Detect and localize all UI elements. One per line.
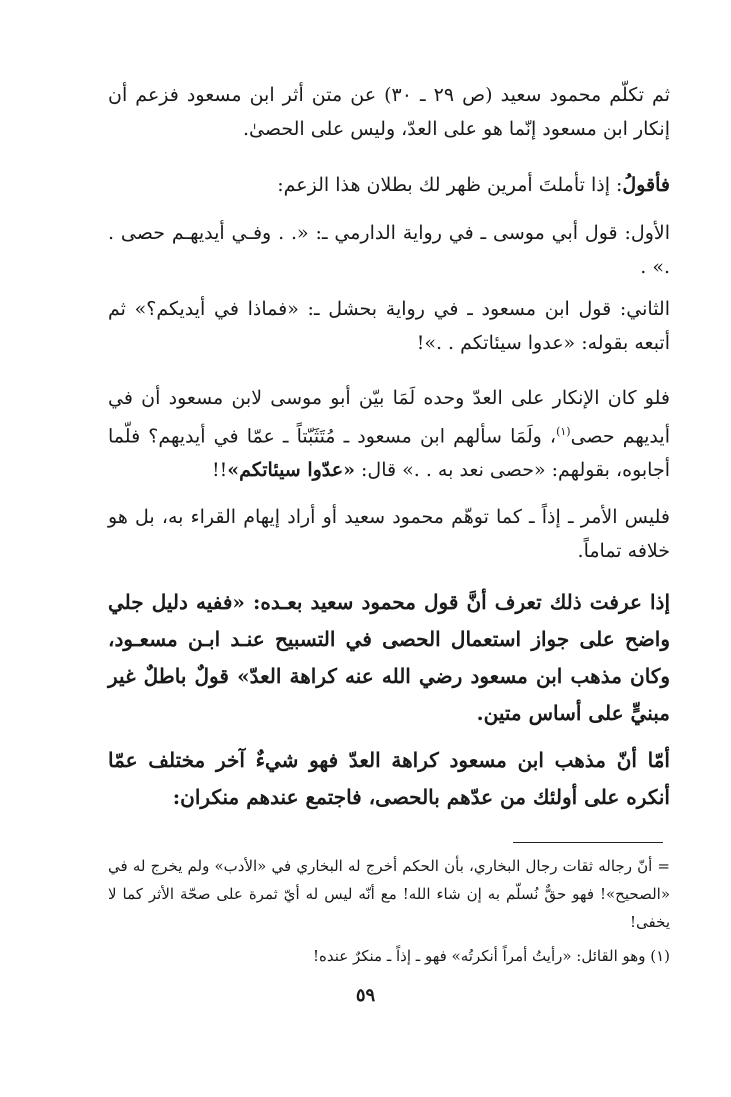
paragraph-2-lead: فأقولُ [622,174,670,196]
paragraph-3 [108,216,670,284]
page-number: ٥٩ [355,985,376,1006]
paragraph-2-text [108,168,670,202]
footnote-ref-1: (١) [556,425,571,438]
paragraph-5-part-b: ، ولَمَا سألهم ابن مسعود ـ مُتَثَبّتاً ـ عمّا في أيديهم؟ فلّما أجابوه، بقولهم: «حصى نعد به . .» قال: [108,425,670,482]
paragraph-6 [108,500,670,568]
paragraph-7 [108,584,670,732]
paragraph-2-rest: : إذا تأملتَ أمرين ظهر لك بطلان هذا الزعم: [277,174,623,196]
paragraph-4 [108,292,670,360]
paragraph-7-text: إذا عرفت ذلك تعرف أنَّ قول محمود سعيد بعـده: «ففيه دليل جلي واضح على جواز استعمال الحصى في التسبيح عنـد ابـن مسعـود، وكان مذهب ابن مسعود رضي الله عنه كراهة العدّ» قولٌ باطلٌ غير مبنيٍّ على أساس متين. [108,590,670,725]
paragraph-5-end: !! [211,459,228,482]
paragraph-2 [108,168,670,202]
paragraph-6-text: فليس الأمر ـ إذاً ـ كما توهّم محمود سعيد أو أراد إيهام القراء به، بل هو خلافه تماماً. [108,506,670,562]
paragraph-5-bold-quote: «عدّوا سيئاتكم» [227,459,355,482]
paragraph-5 [108,381,670,487]
footnote-continuation: = أنّ رجاله ثقات رجال البخاري، بأن الحكم أخرج له البخاري في «الأدب» ولم يخرج له في «الصحيح»! فهو حقٌّ نُسلّم به إن شاء الله! مع أنّه ليس له أيّ ثمرة على صحّة الأثر كما لا يخفى! [108,857,670,931]
footnotes [108,852,670,970]
paragraph-8-text: أمّا أنّ مذهب ابن مسعود كراهة العدّ فهو شيءٌ آخر مختلف عمّا أنكره على أولئك من عدّهم بالحصى، فاجتمع عندهم منكران: [108,748,670,809]
paragraph-4-text: الثاني: قول ابن مسعود ـ في رواية بحشل ـ: «فماذا في أيديكم؟» ثم أتبعه بقوله: «عدوا سيئاتكم . .»! [108,298,670,354]
footnote-divider [513,842,663,843]
paragraph-5-text [108,381,670,487]
paragraph-3-text: الأول: قول أبي موسى ـ في رواية الدارمي ـ: «. . وفـي أيديهـم حصى . .» . [108,222,670,278]
paragraph-5-part-a: فلو كان الإنكار على العدّ وحده لَمَا بيّن أبو موسى لابن مسعود أن في أيديهم حصى [108,387,670,448]
paragraph-1 [108,78,670,146]
paragraph-1-text: ثم تكلّم محمود سعيد (ص ٢٩ ـ ٣٠) عن متن أثر ابن مسعود فزعم أن إنكار ابن مسعود إنّما هو على العدّ، وليس على الحصىٰ. [108,84,670,140]
footnote-1: (١) وهو القائل: «رأيتُ أمراً أنكرتُه» فهو ـ إذاً ـ منكرٌ عنده! [312,947,670,965]
paragraph-8 [108,742,670,816]
